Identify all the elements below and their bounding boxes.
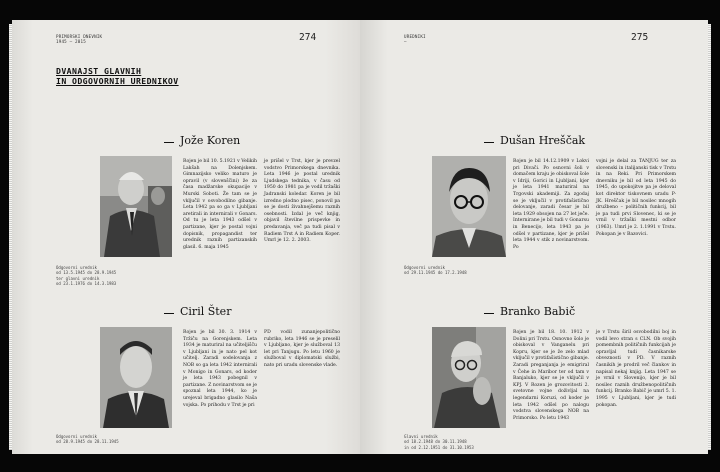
right-page — [360, 20, 708, 454]
editor-bio-col1: Rojen je bil 10. 5.1921 v Velikih Lakšah na Dolenjskem. Gimnazijsko veliko maturo je opravil (v slovenščini) že za časa madžarske okupacije v Murski Soboti. Že tam se je vključil v osvobodilno gibanje. Leta 1942 pa so ga v Ljubljani aretirali in internirali v Gonars. Od tu je leta 1943 odšel v partizane, kjer je postal vojni dopisnik, propagandist ter urednik raznih partizanskih glasil. 6. maja 1945 — [183, 159, 257, 250]
editor-name: Jože Koren — [180, 134, 241, 147]
caption-line: in od 2.12.1951 do 31.10.1953 — [404, 444, 474, 450]
section-title-line: IN ODGOVORNIH UREDNIKOV — [56, 76, 179, 86]
caption-line: Odgovorni urednik — [56, 434, 97, 439]
portrait-photo-hrescak — [432, 156, 506, 257]
editor-name: Dušan Hreščak — [500, 134, 586, 147]
caption-line: ter glavni urednik — [56, 275, 100, 281]
name-dash — [484, 313, 494, 314]
caption-line: Glavni urednik — [404, 434, 438, 439]
running-head-line: – — [404, 39, 407, 44]
editor-bio-col2: vojni je delal za TANJUG ter za slovenski in italijanski tisk v Trstu in na Reki. Pri Primorskem dnevniku je bil od leta 1945 do 1945, do upokojitve pa je deloval kot direktor tiskovnem uradu P-JK. Hreščak je bil nosilec mnogih družbeno – političnih funkcij, bil je pa tudi prvi Slovenec, ki se je vrnil v tržaški mestni odbor (1963). Umrl je 2. 1.1991 v Trstu. Pokopan je v Bazovici. — [596, 159, 676, 237]
caption-line: Odgovorni urednik — [56, 265, 97, 270]
editor-bio-col2: je prišel v Trst, kjer je prevzel vodstvo Primorskega dnevnika. Leta 1946 je postal urednik Ljudskega tednika, v času od 1950 do 1981 pa je vodil tržaški Jadranski koledar. Koren je bil izredno plodno pisec, ponovil pa se je dosti živahnejšemu raznih osebnosti. Izdal je več knjig, objavil številne prispevke in predavanja, več pa tudi pisal v Radiem Trst A in Radiem Koper. Umrl je 12. 2. 2003. — [264, 159, 340, 244]
editor-name: Ciril Šter — [180, 305, 232, 318]
caption-line: od 18.2.1948 do 30.11.1948 — [404, 439, 467, 445]
caption-line: Odgovorni urednik — [404, 265, 445, 270]
running-head-right — [404, 34, 426, 44]
name-dash — [164, 142, 174, 143]
running-head-line: 1945 – 2015 — [56, 39, 86, 44]
editor-caption — [404, 265, 467, 276]
editor-caption — [56, 265, 116, 286]
section-title — [56, 66, 179, 86]
portrait-photo-icon — [432, 327, 506, 428]
running-head-line: PRIMORSKI DNEVNIK — [56, 34, 103, 39]
portrait-photo-koren — [100, 156, 172, 257]
editor-bio-col2: PD vodil zunanjepolitično rubriko, leta 1946 se je preselil v Ljubljano, kjer je služboval 13 let pri Tanjugu. Po letu 1960 je služboval v diplomatski službi, nato pri uradu slovenske vlade. — [264, 330, 340, 368]
left-page — [12, 20, 360, 454]
caption-line: od 13.5.1945 do 28.9.1945 — [56, 270, 117, 276]
editor-caption — [56, 434, 119, 445]
portrait-photo-icon — [100, 327, 172, 428]
portrait-photo-babic — [432, 327, 506, 428]
caption-line: od 29.11.1945 do 17.2.1948 — [404, 270, 467, 276]
running-head-left — [56, 34, 102, 44]
editor-bio-col2: je v Trstu širil osvobodilni boj in vodil levo stran s CLN. Ob svojih pomembnih političnih funkcijah je opravljal tudi časnikarske obveznosti v PD. V raznih časnikih je prodril več člankov in napisal nekaj knjig. Leta 1947 se je vrnil v Slovenijo, kjer je bil nosilec raznih družbenopolitičnih funkcij. Branko Babič je umrl 5. 1. 1995 v Ljubljani, kjer je tudi pokopan. — [596, 330, 676, 408]
editor-caption — [404, 434, 474, 450]
name-dash — [484, 142, 494, 143]
caption-line: od 23.1.1976 do 14.3.1983 — [56, 280, 117, 286]
caption-line: od 28.9.1945 do 28.11.1945 — [56, 439, 119, 445]
page-number-left: 274 — [299, 32, 317, 43]
editor-name: Branko Babič — [500, 305, 576, 318]
portrait-photo-icon — [432, 156, 506, 257]
portrait-photo-icon — [100, 156, 172, 257]
section-title-line: DVANAJST GLAVNIH — [56, 66, 142, 76]
name-dash — [164, 313, 174, 314]
editor-bio-col1: Rojen je bil 14.12.1909 v Lokvi pri Divači. Po osnovni šoli v domačem kraju je obiskoval šole v Idriji, Gorici in Ljubljani, kjer je leta 1941 maturiral na Trgovski akademiji. Za zgodaj se je vključil v protifašistično delovanje, zaradi česar je bil leta 1929 obsojen na 27 let ječe. Internirane je bil tudi v Gonarsu in Benecijo, leta 1943 pa je odšel v partizane, kjer je prišel leta 1944 v stik z novinarstvom. Po — [513, 159, 589, 250]
page-edge-right — [708, 24, 711, 450]
editor-bio-col1: Rojen je bil 18. 10. 1912 v Dolini pri Trstu. Osnovno šolo je obiskoval v Vanganelu pri Kopru, kjer se je že zelo mlad vključil v protifašistično gibanje. Zaradi preganjanja je emigriral v Čehe in Maribor ter od tam v Banjaluko, kjer se je vključil v KPJ. V Rozen je grozovitosti 2. svetovne vojne doživljal na legendarni Koruzi, od koder je leta 1942 odšel po nalogu vodstva slovenskega NOB na Primorsko. Po letu 1943 — [513, 330, 589, 421]
running-head-line: UREDNIKI — [404, 34, 426, 39]
portrait-photo-ster — [100, 327, 172, 428]
page-number-right: 275 — [631, 32, 649, 43]
editor-bio-col1: Rojen je bil 30. 3. 1914 v Tržiču na Gorenjskem. Leta 1934 je maturiral na učiteljišču v Ljubljani in je nato pel kot učitelj. Zaradi sodelovanja z NOB so ga leta 1942 internirali v Monigo in Gonars, od koder je leta 1943 pobegnil v partizane. Z novinarstvom se je spoznal leta 1944, ko je urejeval brigadno glasilo Naša vojska. Po prihodu v Trst je pri — [183, 330, 257, 408]
